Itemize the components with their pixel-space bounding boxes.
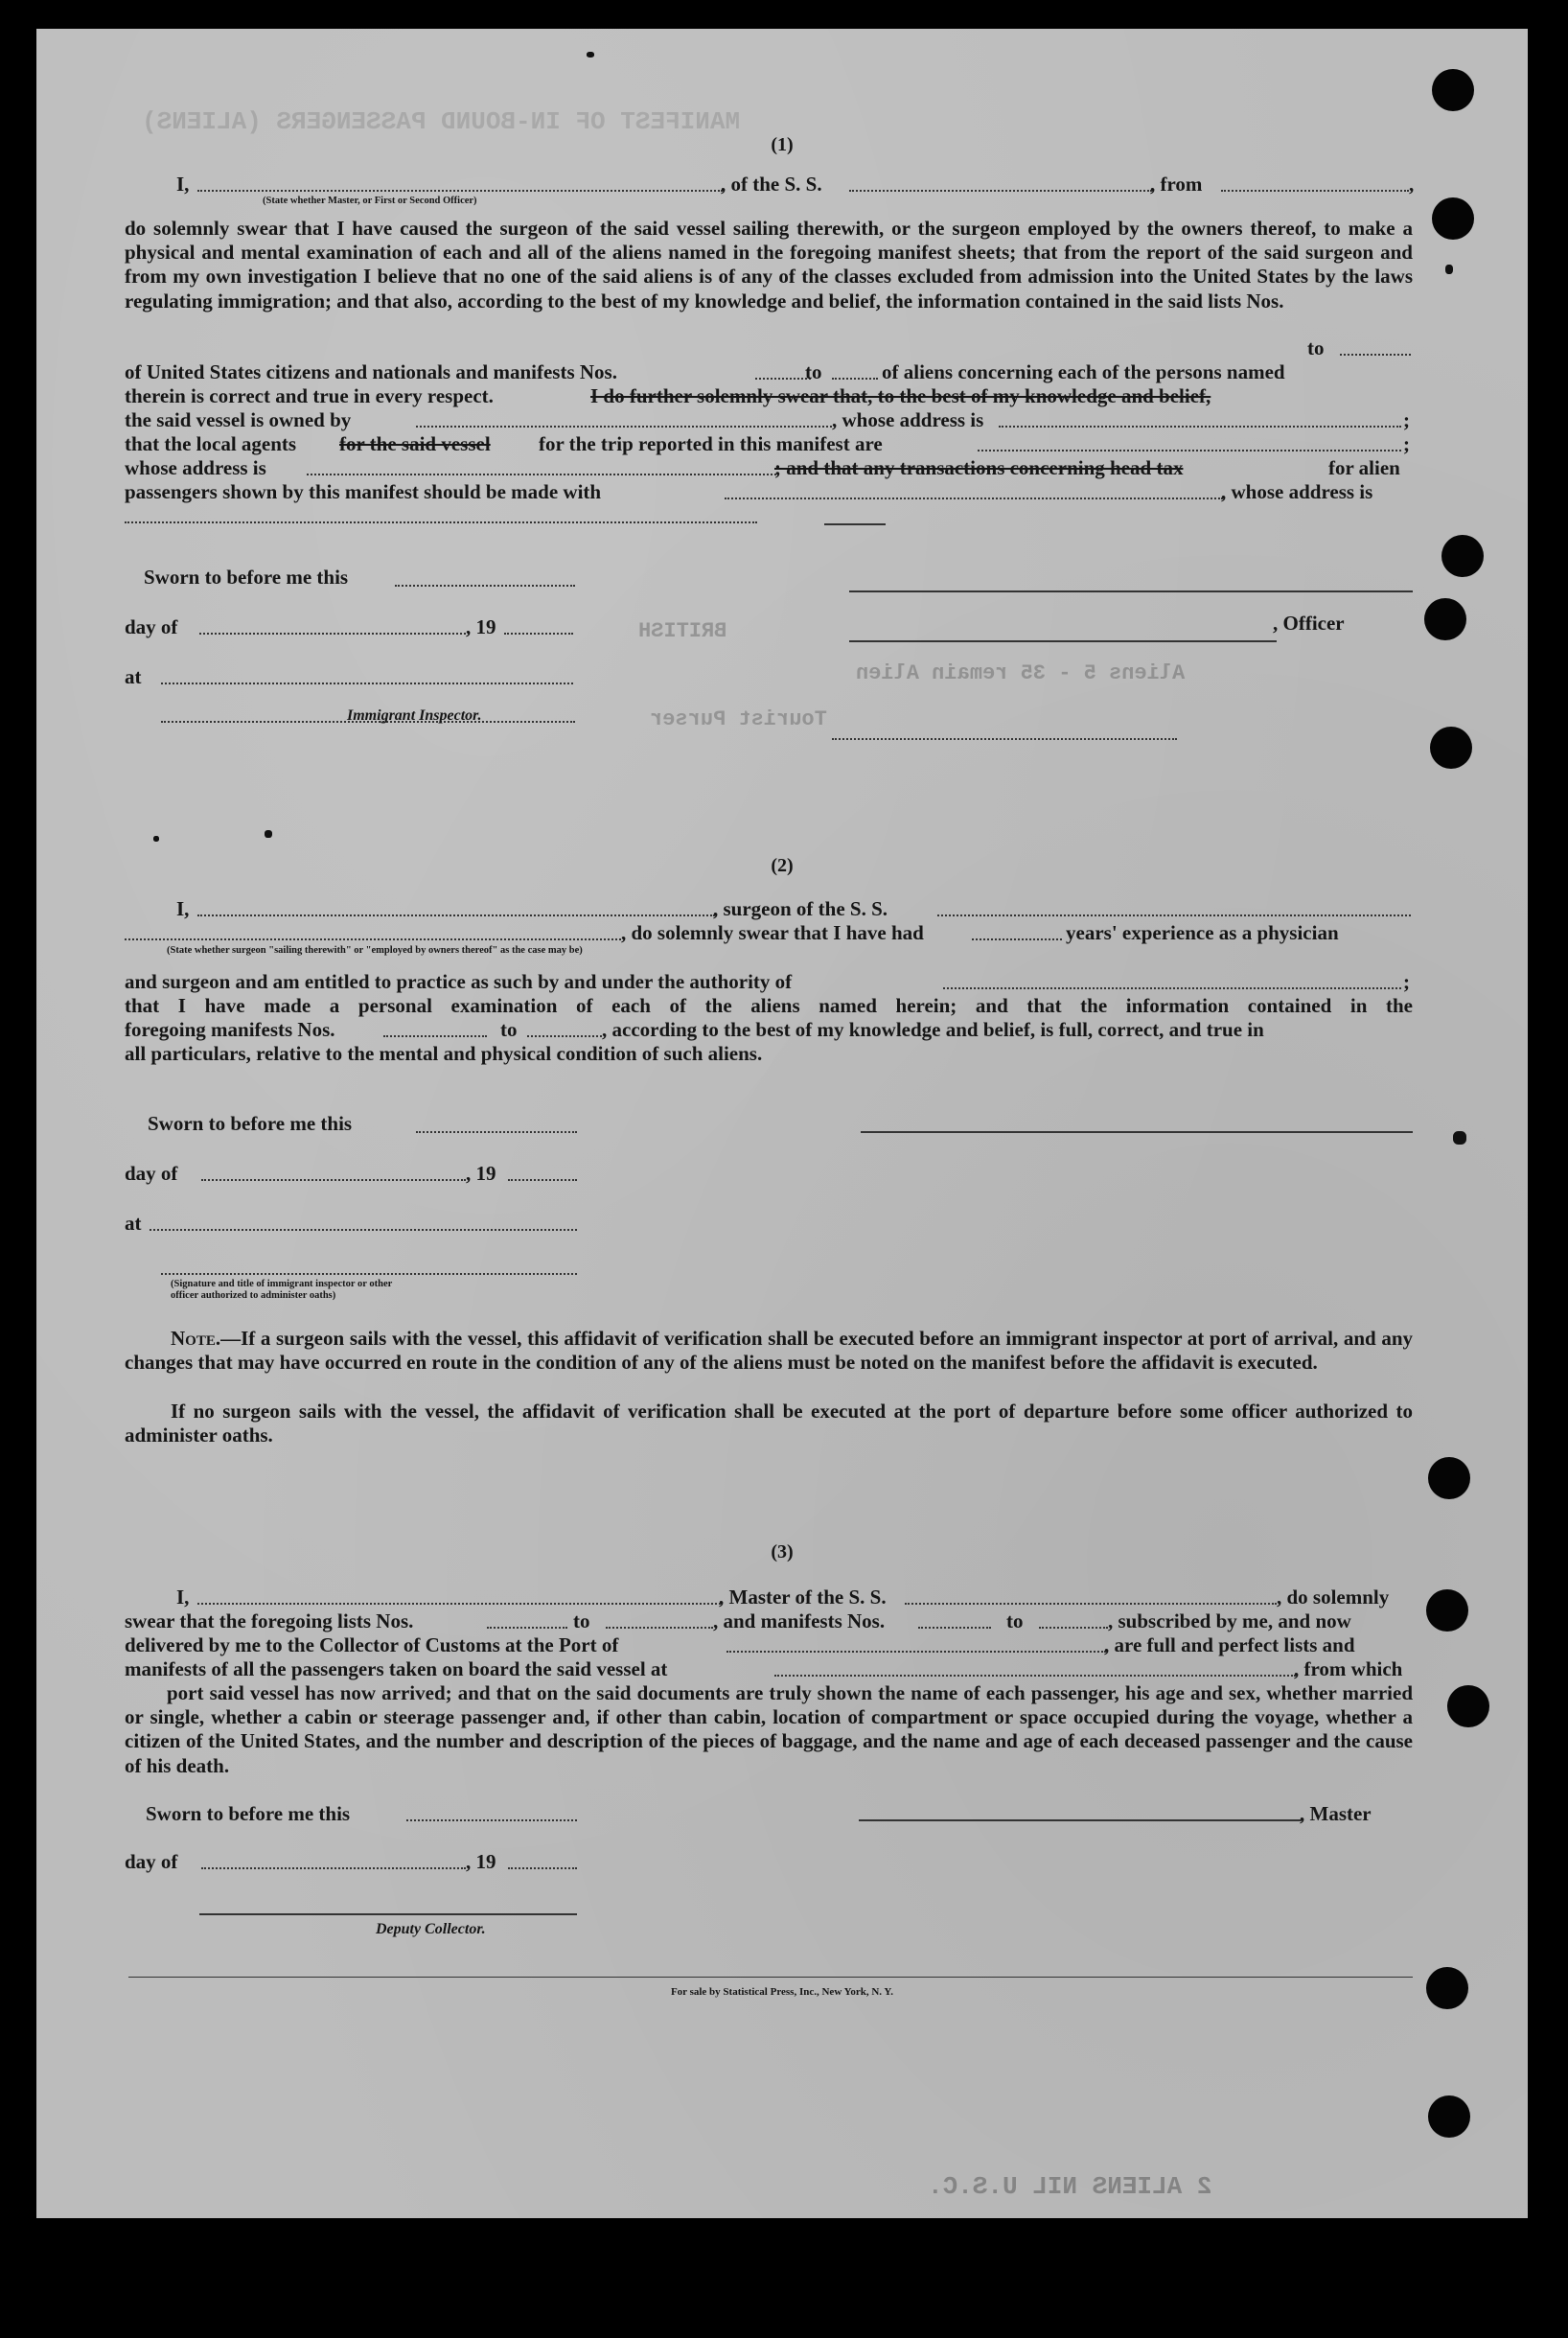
s2-according: , according to the best of my knowledge and belief, is full, correct, and true in [602, 1018, 1264, 1041]
s3-master-of: , Master of the S. S. [719, 1586, 887, 1609]
ink-mark [1445, 265, 1453, 274]
punch-hole [1426, 1967, 1468, 2009]
s1-officer-label: , Officer [1273, 612, 1345, 635]
s1-day-of: day of [125, 615, 178, 638]
s2-day-field [201, 1164, 466, 1181]
footer-printer-note: For sale by Statistical Press, Inc., New York, N. Y. [670, 1986, 894, 1998]
s2-manifest-from [383, 1020, 487, 1037]
s3-delivered: delivered by me to the Collector of Customs at the Port of [125, 1633, 619, 1656]
s2-note-label: Note. [171, 1327, 221, 1350]
s2-foregoing-nos: foregoing manifests Nos. [125, 1018, 335, 1041]
s3-do-solemnly: , do solemnly [1277, 1586, 1390, 1609]
s3-manifests-all: manifests of all the passengers taken on board the said vessel at [125, 1657, 668, 1680]
document-page [36, 29, 1528, 2218]
ghost-officer-line: Tourist Purser [650, 707, 827, 731]
s1-whose-address-3: , whose address is [1221, 480, 1373, 503]
s1-owner-field [416, 410, 832, 428]
s2-personal-exam: that I have made a personal examination of each of the aliens named herein; and that the information contained in the [125, 994, 1413, 1017]
s1-at-field [161, 667, 573, 684]
s1-from-label: , from [1150, 173, 1203, 196]
s1-officer-line [849, 640, 1277, 642]
punch-hole [1428, 2095, 1470, 2138]
s1-dash [824, 523, 886, 525]
s2-sworn-field [416, 1116, 577, 1133]
s1-from-field [1221, 174, 1409, 192]
s1-aliens-concerning: of aliens concerning each of the persons named [882, 360, 1285, 383]
s1-head-tax-address-field [125, 506, 757, 523]
punch-hole [1432, 197, 1474, 240]
s1-year-field [504, 617, 573, 635]
s1-semicolon-2: ; [1403, 432, 1410, 455]
s3-swear-lists: swear that the foregoing lists Nos. [125, 1609, 414, 1632]
s3-to-2: to [1006, 1609, 1024, 1632]
section-2-number: (2) [771, 855, 794, 876]
s2-manifest-to [527, 1020, 602, 1037]
s1-manifest-to [832, 362, 878, 380]
s1-head-tax-a: ; and that any transactions concerning head tax [774, 456, 1184, 479]
punch-hole [1426, 1589, 1468, 1632]
ink-mark [153, 836, 159, 842]
s1-whose-address: , whose address is [832, 408, 984, 431]
s1-body: do solemnly swear that I have caused the surgeon of the said vessel sailing therewith, or the surgeon employed by the owners thereof, to make a physical and mental examination of each and all of the aliens named in the foregoing manifest sheets; that from the report of the said surgeon and from my own investigation I believe that no one of the said aliens is of any of the classes excluded from admission into the United States by the laws regulating immigration; and that also, according to the best of my knowledge and belief, the information contained in the said lists Nos. [125, 217, 1413, 313]
s1-owned-by: the said vessel is owned by [125, 408, 352, 431]
s1-head-tax-b: for alien [1328, 456, 1400, 479]
s2-year-field [508, 1164, 577, 1181]
s2-note-text: —If a surgeon sails with the vessel, this affidavit of verification shall be executed before an immigrant inspector at port of arrival, and any changes that may have occurred en route in the condition of any of the aliens must be noted on the manifest before the affidavit is executed. [125, 1327, 1413, 1375]
s3-subscribed: , subscribed by me, and now [1108, 1609, 1351, 1632]
ghost-manifest-title: MANIFEST OF IN-BOUND PASSENGERS (ALIENS) [142, 107, 741, 136]
s2-all-particulars: all particulars, relative to the mental and physical condition of such aliens. [125, 1042, 763, 1065]
punch-hole [1432, 69, 1474, 111]
s2-surgeon-of: , surgeon of the S. S. [713, 897, 888, 920]
s3-year: , 19 [466, 1850, 496, 1873]
s3-lists-from [487, 1611, 567, 1629]
s1-local-agents-b: for the said vessel [339, 432, 491, 455]
s1-officer-field [197, 174, 723, 192]
s2-inspector-signature-field [161, 1258, 577, 1275]
s1-therein: therein is correct and true in every respect. [125, 384, 494, 407]
s1-sworn-field [395, 569, 575, 587]
s3-sworn: Sworn to before me this [146, 1802, 351, 1825]
s1-citizens: of United States citizens and nationals and manifests Nos. [125, 360, 617, 383]
footer-rule [128, 1977, 1413, 1978]
s3-port-field [726, 1635, 1106, 1653]
s2-do-solemnly: , do solemnly swear that I have had [621, 921, 924, 944]
s2-year: , 19 [466, 1162, 496, 1185]
s3-ship-field [905, 1587, 1277, 1605]
ghost-aliens-line: Aliens 5 - 35 remain Alien [856, 661, 1186, 685]
s2-surgeon-name-field [197, 899, 715, 916]
s1-owner-address-field [999, 410, 1401, 428]
punch-hole [1430, 727, 1472, 769]
s2-surgeon-signature-line [861, 1131, 1413, 1133]
ghost-bottom: 2 ALIENS NIL U.S.C. [928, 2172, 1212, 2201]
s3-and-manifests: , and manifests Nos. [713, 1609, 886, 1632]
s1-further-struck: I do further solemnly swear that, to the best of my knowledge and belief, [590, 384, 1211, 407]
s2-at: at [125, 1212, 142, 1235]
s1-lists-field [1340, 338, 1411, 356]
s1-local-agents-a: that the local agents [125, 432, 297, 455]
ink-mark [265, 830, 272, 838]
s3-year-field [508, 1852, 577, 1869]
s1-comma: , [1409, 173, 1415, 196]
s3-sworn-field [406, 1804, 577, 1821]
s2-to: to [500, 1018, 518, 1041]
ghost-british: BRITISH [638, 619, 727, 643]
s2-i-label: I, [176, 897, 190, 920]
s1-immigrant-inspector: Immigrant Inspector. [347, 707, 482, 724]
s1-officer-signature-line [849, 590, 1413, 592]
punch-hole [1424, 598, 1466, 640]
punch-hole [1428, 1457, 1470, 1499]
ink-mark [587, 52, 594, 58]
section-3-number: (3) [771, 1541, 794, 1563]
s3-day-of: day of [125, 1850, 178, 1873]
s2-day-of: day of [125, 1162, 178, 1185]
s1-purser-dots [832, 723, 1177, 740]
ink-mark [1453, 1131, 1466, 1145]
s3-deputy-collector: Deputy Collector. [376, 1921, 486, 1937]
s1-sworn: Sworn to before me this [144, 566, 349, 589]
s3-collector-signature-line [199, 1913, 577, 1915]
punch-hole [1441, 535, 1484, 577]
s3-port-embark-field [774, 1659, 1296, 1677]
s3-to-1: to [573, 1609, 590, 1632]
s2-at-field [150, 1214, 577, 1231]
s2-authority-field [943, 972, 1401, 989]
s1-head-tax-field [725, 482, 1223, 499]
s3-full-lists: , are full and perfect lists and [1104, 1633, 1355, 1656]
s1-local-agents-c: for the trip reported in this manifest are [539, 432, 883, 455]
s3-manifests-to [1039, 1611, 1108, 1629]
s2-years-field [972, 923, 1062, 940]
s1-semicolon: ; [1403, 408, 1410, 431]
s2-note-text-2: If no surgeon sails with the vessel, the affidavit of verification shall be executed at the port of departure before some officer authorized to administer oaths. [125, 1400, 1413, 1447]
s3-day-field [201, 1852, 466, 1869]
s3-body: port said vessel has now arrived; and that on the said documents are truly shown the name of each passenger, his age and sex, whether married or single, whether a cabin or steerage passenger and, if other than cabin, location of compartment or space occupied during the voyage, whether a citizen of the United States, and the number and description of the pieces of baggage, and the name and age of each deceased passenger and the cause of his death. [125, 1681, 1413, 1777]
s1-of-ss-label: , of the S. S. [721, 173, 822, 196]
s3-i-label: I, [176, 1586, 190, 1609]
s2-ship-field [937, 899, 1411, 916]
s2-and-surgeon: and surgeon and am entitled to practice as such by and under the authority of [125, 970, 793, 993]
s1-to-2: to [805, 360, 822, 383]
s3-from-which: , from which [1294, 1657, 1403, 1680]
s1-to-1: to [1307, 336, 1325, 359]
s1-whose-address-2: whose address is [125, 456, 266, 479]
s1-ship-field [849, 174, 1152, 192]
s1-i-label: I, [176, 173, 190, 196]
s2-sworn: Sworn to before me this [148, 1112, 353, 1135]
s1-passengers: passengers shown by this manifest should be made with [125, 480, 602, 503]
section-1-number: (1) [771, 134, 794, 155]
s3-manifests-from [918, 1611, 991, 1629]
s1-manifest-from [755, 362, 811, 380]
s2-semicolon: ; [1403, 970, 1410, 993]
s1-day-field [199, 617, 466, 635]
s1-agents-field [978, 434, 1401, 451]
punch-hole [1447, 1685, 1489, 1727]
s2-note-surgeon: (State whether surgeon "sailing therewith" or "employed by owners thereof" as the case may be) [167, 945, 583, 956]
s2-sig-note: (Signature and title of immigrant inspector or other officer authorized to administer oaths) [171, 1279, 393, 1301]
s1-year: , 19 [466, 615, 496, 638]
s2-note [125, 1327, 1413, 1375]
s3-master-name-field [197, 1587, 721, 1605]
s1-agents-address-field [307, 458, 776, 475]
s3-master-signature-line [859, 1819, 1302, 1821]
s3-master-label: , Master [1300, 1802, 1372, 1825]
s2-surgeon-type-field [125, 923, 621, 940]
s1-at: at [125, 665, 142, 688]
s3-lists-to [606, 1611, 713, 1629]
s2-years-exp: years' experience as a physician [1066, 921, 1339, 944]
s1-note-officer: (State whether Master, or First or Second Officer) [263, 196, 477, 206]
